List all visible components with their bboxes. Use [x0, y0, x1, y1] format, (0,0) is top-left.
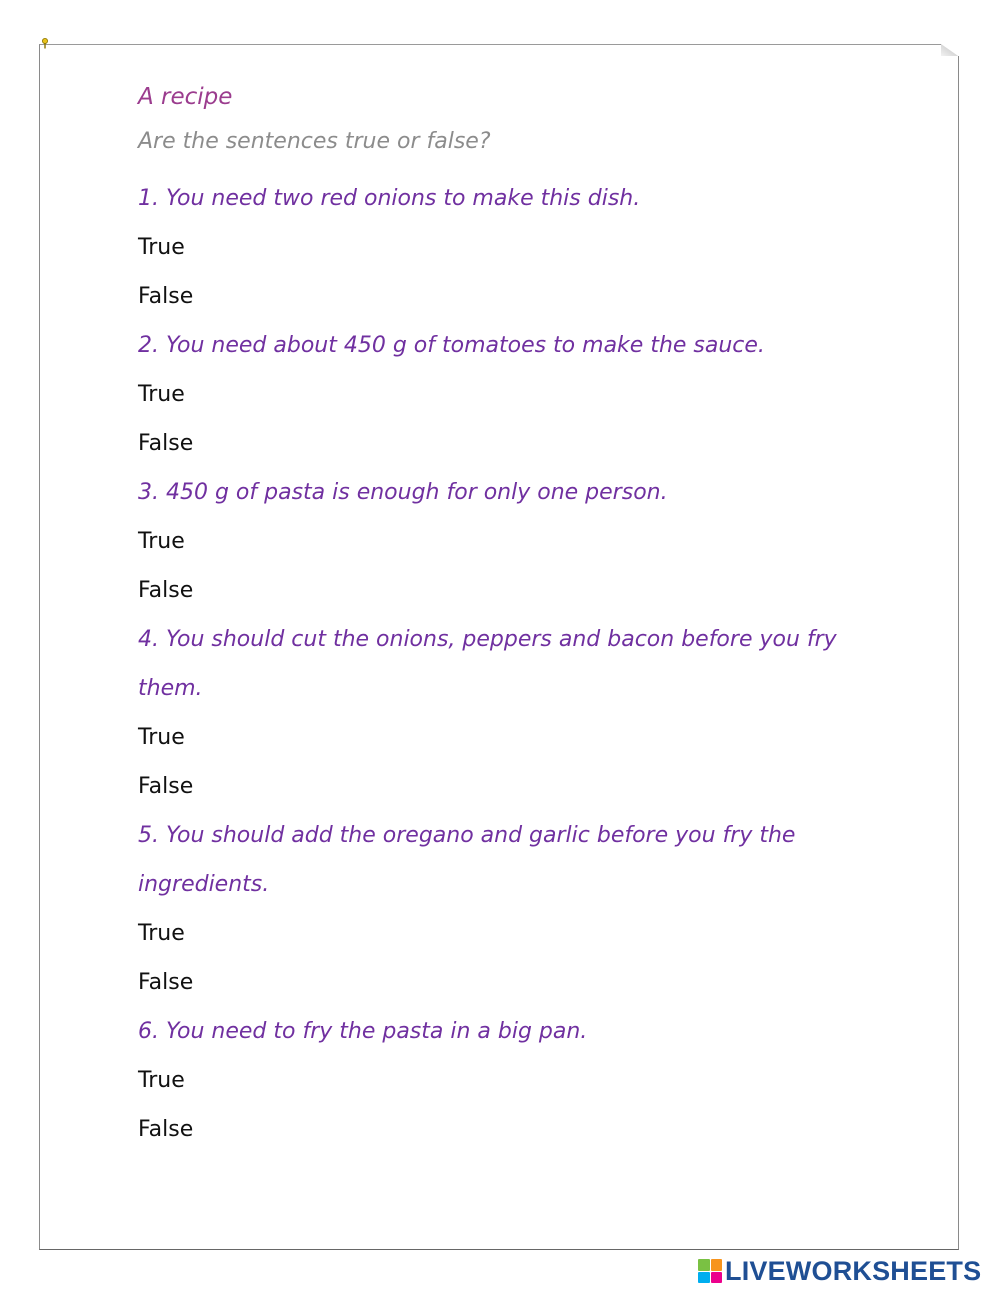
liveworksheets-logo-icon [698, 1259, 722, 1283]
worksheet-content [138, 78, 898, 1154]
liveworksheets-brand[interactable] [698, 1256, 981, 1286]
option-true[interactable]: True [138, 235, 185, 260]
option-false[interactable]: False [138, 1117, 194, 1142]
question-text: 3. 450 g of pasta is enough for only one person. [138, 480, 668, 505]
question-block [138, 615, 898, 811]
question-text: 4. You should cut the onions, peppers and bacon before you fry them. [138, 627, 837, 701]
option-true[interactable]: True [138, 1068, 185, 1093]
question-text: 6. You need to fry the pasta in a big pan. [138, 1019, 588, 1044]
question-text: 1. You need two red onions to make this dish. [138, 186, 641, 211]
brand-name: LIVEWORKSHEETS [725, 1255, 982, 1286]
option-false[interactable]: False [138, 284, 194, 309]
question-text: 5. You should add the oregano and garlic before you fry the ingredients. [138, 823, 796, 897]
instructions: Are the sentences true or false? [138, 129, 491, 154]
option-false[interactable]: False [138, 578, 194, 603]
option-false[interactable]: False [138, 431, 194, 456]
logo-square [711, 1259, 723, 1271]
option-false[interactable]: False [138, 774, 194, 799]
question-block [138, 811, 898, 1007]
page-fold-corner [941, 44, 959, 56]
question-block [138, 468, 898, 615]
option-true[interactable]: True [138, 529, 185, 554]
option-true[interactable]: True [138, 725, 185, 750]
question-text: 2. You need about 450 g of tomatoes to make the sauce. [138, 333, 765, 358]
logo-square [711, 1272, 723, 1284]
option-true[interactable]: True [138, 921, 185, 946]
option-false[interactable]: False [138, 970, 194, 995]
question-block [138, 1007, 898, 1154]
logo-square [698, 1272, 710, 1284]
option-true[interactable]: True [138, 382, 185, 407]
question-block [138, 321, 898, 468]
logo-square [698, 1259, 710, 1271]
pin-icon [41, 38, 49, 49]
question-block [138, 174, 898, 321]
page-title: A recipe [138, 84, 233, 110]
